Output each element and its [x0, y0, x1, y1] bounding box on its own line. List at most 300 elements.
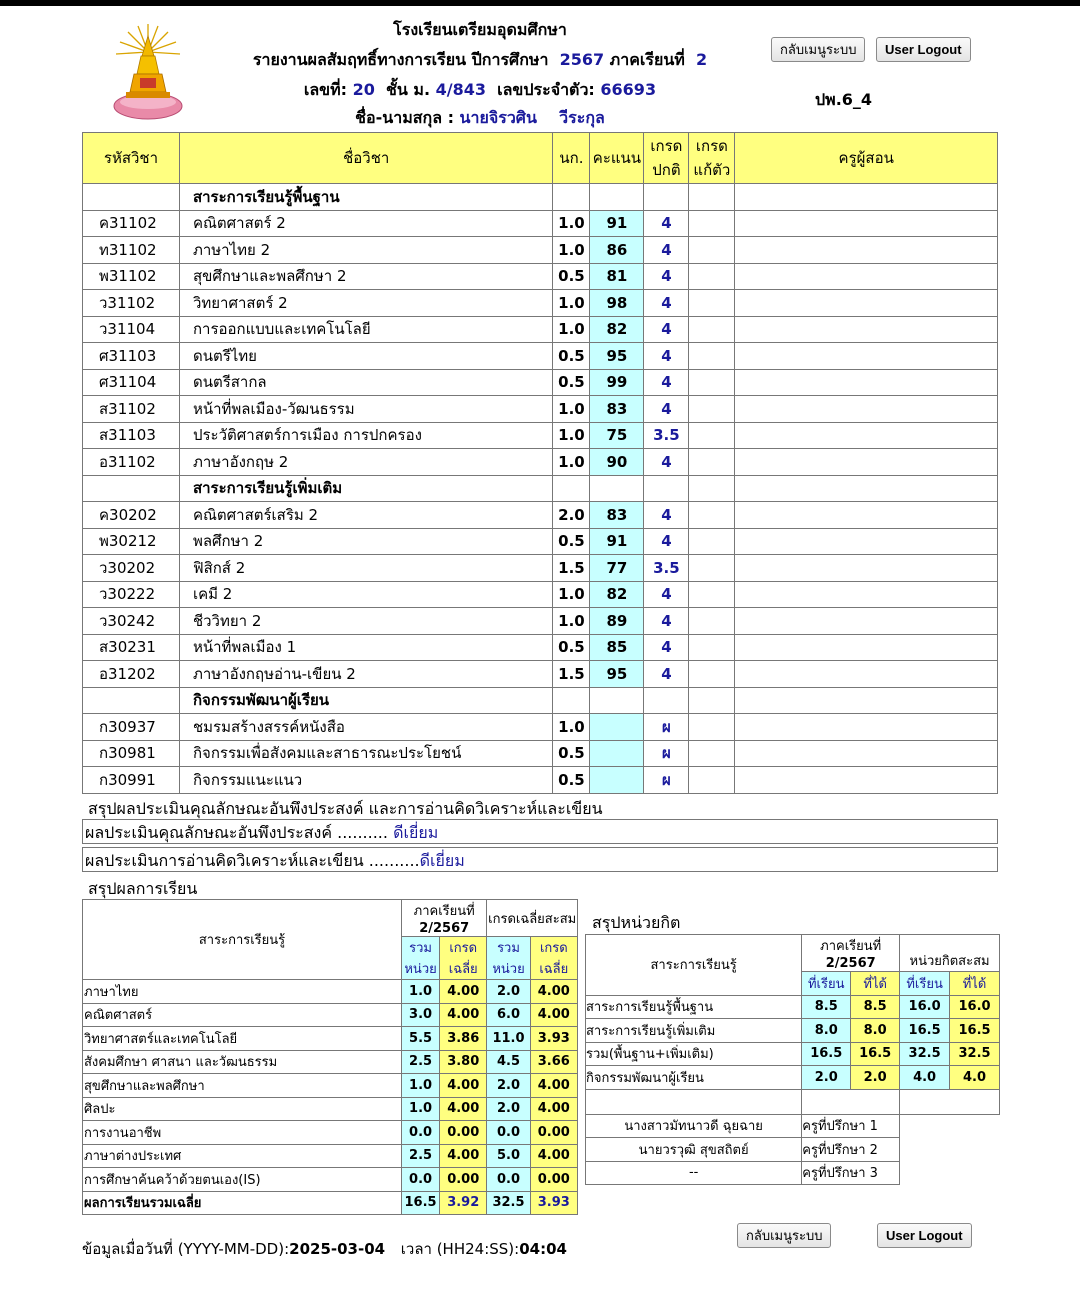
- course-grade: 4: [644, 634, 689, 661]
- summary-cum-gpa: 4.00: [530, 1074, 577, 1098]
- course-row: [83, 237, 998, 264]
- summary-cum-units: 5.0: [487, 1144, 530, 1168]
- course-credit: 1.5: [553, 555, 590, 582]
- course-score: [590, 767, 644, 794]
- header-credit: นก.: [553, 133, 590, 184]
- course-row: [83, 555, 998, 582]
- group-grade-cell: [644, 687, 689, 714]
- summary-subject: วิทยาศาสตร์และเทคโนโลยี: [83, 1027, 402, 1051]
- header-name: ชื่อวิชา: [179, 133, 553, 184]
- summary-subject-header: สาระการเรียนรู้: [83, 900, 402, 980]
- student-id: 66693: [600, 80, 657, 99]
- course-grade: ผ: [644, 714, 689, 741]
- summary-cum-units: 2.0: [487, 1097, 530, 1121]
- course-credit: 1.5: [553, 661, 590, 688]
- course-score: 99: [590, 369, 644, 396]
- course-code: ส30231: [83, 634, 180, 661]
- course-fix-grade: [689, 528, 735, 555]
- credits-term-earned: 16.5: [851, 1042, 900, 1066]
- course-grade: 4: [644, 449, 689, 476]
- credits-row: [586, 1019, 1000, 1043]
- advisor-role: ครูที่ปรึกษา 3: [802, 1161, 900, 1185]
- course-row: [83, 767, 998, 794]
- group-teacher-cell: [735, 687, 998, 714]
- course-code: ส31103: [83, 422, 180, 449]
- summary-subject: การงานอาชีพ: [83, 1121, 402, 1145]
- credits-subject: รวม(พื้นฐาน+เพิ่มเติม): [586, 1042, 802, 1066]
- course-row: [83, 290, 998, 317]
- course-name: เคมี 2: [179, 581, 553, 608]
- course-teacher: [735, 740, 998, 767]
- summary-term-units: 1.0: [402, 1097, 440, 1121]
- course-code: อ31102: [83, 449, 180, 476]
- course-fix-grade: [689, 369, 735, 396]
- summary-row: [83, 1168, 578, 1192]
- summary-term-units: 0.0: [402, 1168, 440, 1192]
- course-row: [83, 581, 998, 608]
- course-fix-grade: [689, 290, 735, 317]
- summary-row: [83, 980, 578, 1004]
- course-score: [590, 714, 644, 741]
- course-fix-grade: [689, 634, 735, 661]
- advisor-empty: [900, 1138, 1000, 1162]
- course-score: 83: [590, 502, 644, 529]
- course-code: ว30242: [83, 608, 180, 635]
- course-code: ว30202: [83, 555, 180, 582]
- report-year: 2567: [559, 50, 605, 69]
- credits-row: [586, 995, 1000, 1019]
- course-name: สุขศึกษาและพลศึกษา 2: [179, 263, 553, 290]
- summary-term-units: 2.5: [402, 1050, 440, 1074]
- user-logout-button[interactable]: User Logout: [876, 37, 971, 62]
- course-credit: 0.5: [553, 369, 590, 396]
- group-code-cell: [83, 184, 180, 211]
- course-score: 98: [590, 290, 644, 317]
- credits-subject: กิจกรรมพัฒนาผู้เรียน: [586, 1066, 802, 1090]
- footer-timestamp: ข้อมูลเมื่อวันที่ (YYYY-MM-DD):2025-03-04 เวลา (HH24:SS):04:04: [82, 1240, 567, 1258]
- summary-row: [83, 1050, 578, 1074]
- summary-row: [83, 1003, 578, 1027]
- summary-gpa-header: เกรดเฉลี่ย: [440, 937, 487, 980]
- summary-subject: คณิตศาสตร์: [83, 1003, 402, 1027]
- course-row: [83, 608, 998, 635]
- course-name: ชมรมสร้างสรรค์หนังสือ: [179, 714, 553, 741]
- course-credit: 1.0: [553, 422, 590, 449]
- course-grade: 4: [644, 502, 689, 529]
- credits-cum-studied: 16.5: [900, 1019, 950, 1043]
- course-credit: 1.0: [553, 449, 590, 476]
- course-name: การออกแบบและเทคโนโลยี: [179, 316, 553, 343]
- credits-table: [585, 934, 1000, 1185]
- summary-term-units: 0.0: [402, 1121, 440, 1145]
- course-teacher: [735, 210, 998, 237]
- course-fix-grade: [689, 740, 735, 767]
- summary-units-header: รวมหน่วย: [402, 937, 440, 980]
- summary-subject: ภาษาไทย: [83, 980, 402, 1004]
- course-name: วิทยาศาสตร์ 2: [179, 290, 553, 317]
- course-name: ดนตรีสากล: [179, 369, 553, 396]
- course-code: ว30222: [83, 581, 180, 608]
- group-credit-cell: [553, 475, 590, 502]
- course-credit: 1.0: [553, 316, 590, 343]
- course-fix-grade: [689, 555, 735, 582]
- course-credit: 0.5: [553, 634, 590, 661]
- summary-cum-gpa: 4.00: [530, 1097, 577, 1121]
- summary-term-header: ภาคเรียนที่ 2/2567: [402, 900, 487, 937]
- group-title: สาระการเรียนรู้พื้นฐาน: [179, 184, 553, 211]
- credits-cum-header: หน่วยกิตสะสม: [900, 935, 1000, 972]
- course-name: ดนตรีไทย: [179, 343, 553, 370]
- course-teacher: [735, 449, 998, 476]
- summary-cum-gpa: 3.66: [530, 1050, 577, 1074]
- header-score: คะแนน: [590, 133, 644, 184]
- course-score: 91: [590, 210, 644, 237]
- course-code: ท31102: [83, 237, 180, 264]
- course-row: [83, 502, 998, 529]
- credits-term-studied: 2.0: [802, 1066, 851, 1090]
- course-teacher: [735, 555, 998, 582]
- student-class: 4/843: [435, 80, 486, 99]
- credits-term-earned: 8.0: [851, 1019, 900, 1043]
- summary-cum-units: 0.0: [487, 1168, 530, 1192]
- credits-cum-earned: 4.0: [950, 1066, 1000, 1090]
- credits-cum-earned: 32.5: [950, 1042, 1000, 1066]
- course-teacher: [735, 608, 998, 635]
- summary-cum-gpa: 0.00: [530, 1121, 577, 1145]
- summary-row: [83, 1027, 578, 1051]
- course-row: [83, 210, 998, 237]
- course-grade: 3.5: [644, 422, 689, 449]
- advisor-role: ครูที่ปรึกษา 1: [802, 1114, 900, 1138]
- course-teacher: [735, 237, 998, 264]
- summary-row: [83, 1144, 578, 1168]
- course-code: ว31104: [83, 316, 180, 343]
- course-score: 81: [590, 263, 644, 290]
- summary-row: [83, 1074, 578, 1098]
- course-grade: ผ: [644, 767, 689, 794]
- group-grade-cell: [644, 475, 689, 502]
- student-info: เลขที่: 20 ชั้น ม. 4/843 เลขประจำตัว: 66693: [303, 80, 657, 99]
- course-score: 82: [590, 316, 644, 343]
- course-name: ชีววิทยา 2: [179, 608, 553, 635]
- course-row: [83, 740, 998, 767]
- back-to-menu-button[interactable]: กลับเมนูระบบ: [771, 37, 865, 62]
- group-teacher-cell: [735, 475, 998, 502]
- course-fix-grade: [689, 422, 735, 449]
- course-grade: 4: [644, 210, 689, 237]
- course-name: ภาษาอังกฤษอ่าน-เขียน 2: [179, 661, 553, 688]
- course-teacher: [735, 422, 998, 449]
- header-grade: เกรด ปกติ: [644, 133, 689, 184]
- credits-term-studied: 8.5: [802, 995, 851, 1019]
- course-name: หน้าที่พลเมือง-วัฒนธรรม: [179, 396, 553, 423]
- course-name: ภาษาไทย 2: [179, 237, 553, 264]
- course-fix-grade: [689, 396, 735, 423]
- course-code: พ31102: [83, 263, 180, 290]
- course-grade: 4: [644, 263, 689, 290]
- course-score: 95: [590, 343, 644, 370]
- course-name: ฟิสิกส์ 2: [179, 555, 553, 582]
- summary-cum-units: 6.0: [487, 1003, 530, 1027]
- course-row: [83, 316, 998, 343]
- course-name: กิจกรรมเพื่อสังคมและสาธารณะประโยชน์: [179, 740, 553, 767]
- group-fix-cell: [689, 475, 735, 502]
- advisor-row: [586, 1138, 1000, 1162]
- group-credit-cell: [553, 687, 590, 714]
- summary-term-gpa: 4.00: [440, 1074, 487, 1098]
- course-credit: 0.5: [553, 740, 590, 767]
- summary-cum-units-header: รวมหน่วย: [487, 937, 530, 980]
- course-teacher: [735, 396, 998, 423]
- group-score-cell: [590, 475, 644, 502]
- credits-cum-studied: 16.0: [900, 995, 950, 1019]
- trait-evaluation: ผลประเมินคุณลักษณะอันพึงประสงค์ .......... ดีเยี่ยม: [82, 819, 998, 844]
- group-row: [83, 687, 998, 714]
- summary-cum-gpa-header: เกรดเฉลี่ย: [530, 937, 577, 980]
- summary-term-units: 5.5: [402, 1027, 440, 1051]
- course-code: ค30202: [83, 502, 180, 529]
- grade-table: [82, 132, 998, 794]
- course-name: ประวัติศาสตร์การเมือง การปกครอง: [179, 422, 553, 449]
- summary-cum-units: 2.0: [487, 980, 530, 1004]
- credits-row: [586, 1066, 1000, 1090]
- advisor-empty: [900, 1161, 1000, 1185]
- group-code-cell: [83, 687, 180, 714]
- group-title: กิจกรรมพัฒนาผู้เรียน: [179, 687, 553, 714]
- course-score: 89: [590, 608, 644, 635]
- group-fix-cell: [689, 687, 735, 714]
- course-row: [83, 396, 998, 423]
- course-row: [83, 449, 998, 476]
- course-credit: 1.0: [553, 290, 590, 317]
- course-fix-grade: [689, 316, 735, 343]
- credits-cum-studied: 32.5: [900, 1042, 950, 1066]
- summary-term-gpa: 0.00: [440, 1121, 487, 1145]
- course-name: คณิตศาสตร์เสริม 2: [179, 502, 553, 529]
- course-code: พ30212: [83, 528, 180, 555]
- course-score: 83: [590, 396, 644, 423]
- evaluation-title: สรุปผลประเมินคุณลักษณะอันพึงประสงค์ และการอ่านคิดวิเคราะห์และเขียน: [88, 799, 603, 818]
- course-code: อ31202: [83, 661, 180, 688]
- course-credit: 0.5: [553, 263, 590, 290]
- course-name: คณิตศาสตร์ 2: [179, 210, 553, 237]
- summary-row: [83, 1121, 578, 1145]
- summary-term-gpa: 4.00: [440, 980, 487, 1004]
- course-row: [83, 661, 998, 688]
- course-name: ภาษาอังกฤษ 2: [179, 449, 553, 476]
- summary-subject: การศึกษาค้นคว้าด้วยตนเอง(IS): [83, 1168, 402, 1192]
- course-fix-grade: [689, 661, 735, 688]
- summary-term-units: 3.0: [402, 1003, 440, 1027]
- course-code: ค31102: [83, 210, 180, 237]
- summary-term-gpa: 4.00: [440, 1003, 487, 1027]
- credits-cum-studied: 4.0: [900, 1066, 950, 1090]
- school-name: โรงเรียนเตรียมอุดมศึกษา: [393, 20, 567, 39]
- form-code: ปพ.6_4: [815, 90, 873, 109]
- course-credit: 1.0: [553, 210, 590, 237]
- summary-cum-gpa: 4.00: [530, 980, 577, 1004]
- summary-cum-header: เกรดเฉลี่ยสะสม: [487, 900, 578, 937]
- course-fix-grade: [689, 608, 735, 635]
- course-row: [83, 422, 998, 449]
- course-credit: 0.5: [553, 767, 590, 794]
- summary-term-gpa: 4.00: [440, 1144, 487, 1168]
- back-to-menu-button-bottom[interactable]: กลับเมนูระบบ: [737, 1223, 831, 1248]
- course-code: ศ31104: [83, 369, 180, 396]
- course-code: ก30981: [83, 740, 180, 767]
- course-score: 90: [590, 449, 644, 476]
- summary-term-gpa: 0.00: [440, 1168, 487, 1192]
- course-grade: 4: [644, 290, 689, 317]
- course-teacher: [735, 316, 998, 343]
- course-score: 91: [590, 528, 644, 555]
- credits-subject: สาระการเรียนรู้พื้นฐาน: [586, 995, 802, 1019]
- course-fix-grade: [689, 263, 735, 290]
- course-teacher: [735, 528, 998, 555]
- course-fix-grade: [689, 343, 735, 370]
- summary-term-gpa: 3.80: [440, 1050, 487, 1074]
- summary-row: [83, 1097, 578, 1121]
- course-teacher: [735, 343, 998, 370]
- course-grade: ผ: [644, 740, 689, 767]
- advisor-empty: [900, 1114, 1000, 1138]
- credits-cum-earned-header: ที่ได้: [950, 972, 1000, 996]
- reading-evaluation: ผลประเมินการอ่านคิดวิเคราะห์และเขียน ..........ดีเยี่ยม: [82, 847, 998, 872]
- course-grade: 4: [644, 528, 689, 555]
- course-grade: 4: [644, 369, 689, 396]
- credits-term-header: ภาคเรียนที่ 2/2567: [802, 935, 900, 972]
- course-teacher: [735, 714, 998, 741]
- course-teacher: [735, 767, 998, 794]
- summary-cum-gpa: 0.00: [530, 1168, 577, 1192]
- course-fix-grade: [689, 237, 735, 264]
- group-code-cell: [83, 475, 180, 502]
- advisor-name: นายวรวุฒิ สุขสถิตย์: [586, 1138, 802, 1162]
- summary-cum-units: 11.0: [487, 1027, 530, 1051]
- course-score: 95: [590, 661, 644, 688]
- header-teacher: ครูผู้สอน: [735, 133, 998, 184]
- course-credit: 1.0: [553, 581, 590, 608]
- course-score: [590, 740, 644, 767]
- grade-table-header: [83, 133, 998, 184]
- group-row: [83, 184, 998, 211]
- summary-cum-gpa: 4.00: [530, 1144, 577, 1168]
- credits-cum-studied-header: ที่เรียน: [900, 972, 950, 996]
- course-grade: 4: [644, 343, 689, 370]
- top-border: [0, 0, 1080, 6]
- course-score: 86: [590, 237, 644, 264]
- summary-cum-gpa: 3.93: [530, 1027, 577, 1051]
- summary-table: [82, 899, 578, 1215]
- course-name: กิจกรรมแนะแนว: [179, 767, 553, 794]
- credits-subject-header: สาระการเรียนรู้: [586, 935, 802, 996]
- credits-term-earned: 8.5: [851, 995, 900, 1019]
- group-fix-cell: [689, 184, 735, 211]
- advisor-name: นางสาวมัทนาวดี ฉุยฉาย: [586, 1114, 802, 1138]
- group-row: [83, 475, 998, 502]
- course-teacher: [735, 581, 998, 608]
- course-score: 85: [590, 634, 644, 661]
- course-credit: 1.0: [553, 237, 590, 264]
- course-code: ก30991: [83, 767, 180, 794]
- course-grade: 4: [644, 237, 689, 264]
- credits-term-studied: 16.5: [802, 1042, 851, 1066]
- advisor-row: [586, 1161, 1000, 1185]
- course-credit: 0.5: [553, 343, 590, 370]
- course-teacher: [735, 502, 998, 529]
- report-title: รายงานผลสัมฤทธิ์ทางการเรียน ปีการศึกษา 2567 ภาคเรียนที่ 2: [252, 50, 708, 69]
- credits-row: [586, 1042, 1000, 1066]
- course-row: [83, 343, 998, 370]
- group-grade-cell: [644, 184, 689, 211]
- group-credit-cell: [553, 184, 590, 211]
- course-row: [83, 528, 998, 555]
- course-name: พลศึกษา 2: [179, 528, 553, 555]
- group-score-cell: [590, 184, 644, 211]
- credits-cum-earned: 16.0: [950, 995, 1000, 1019]
- course-grade: 3.5: [644, 555, 689, 582]
- summary-cum-units: 0.0: [487, 1121, 530, 1145]
- summary-term-gpa: 4.00: [440, 1097, 487, 1121]
- summary-subject: สังคมศึกษา ศาสนา และวัฒนธรรม: [83, 1050, 402, 1074]
- course-credit: 0.5: [553, 528, 590, 555]
- credits-studied-header: ที่เรียน: [802, 972, 851, 996]
- summary-subject: ภาษาต่างประเทศ: [83, 1144, 402, 1168]
- summary-subject: สุขศึกษาและพลศึกษา: [83, 1074, 402, 1098]
- summary-term-units: 2.5: [402, 1144, 440, 1168]
- course-row: [83, 263, 998, 290]
- report-term: 2: [695, 50, 708, 69]
- summary-cum-units: 4.5: [487, 1050, 530, 1074]
- student-name: ชื่อ-นามสกุล : นายจิรวศิน วีระกุล: [355, 108, 605, 127]
- course-code: ศ31103: [83, 343, 180, 370]
- course-teacher: [735, 661, 998, 688]
- advisor-role: ครูที่ปรึกษา 2: [802, 1138, 900, 1162]
- course-grade: 4: [644, 581, 689, 608]
- summary-total-row: ผลการเรียนรวมเฉลี่ย 16.5 3.92 32.5 3.93: [83, 1191, 578, 1215]
- course-fix-grade: [689, 449, 735, 476]
- header-fix: เกรด แก้ตัว: [689, 133, 735, 184]
- group-teacher-cell: [735, 184, 998, 211]
- advisor-name: --: [586, 1161, 802, 1185]
- course-fix-grade: [689, 581, 735, 608]
- course-row: [83, 369, 998, 396]
- course-fix-grade: [689, 210, 735, 237]
- course-row: [83, 634, 998, 661]
- credits-subject: สาระการเรียนรู้เพิ่มเติม: [586, 1019, 802, 1043]
- course-credit: 1.0: [553, 396, 590, 423]
- course-credit: 1.0: [553, 714, 590, 741]
- summary-cum-gpa: 4.00: [530, 1003, 577, 1027]
- user-logout-button-bottom[interactable]: User Logout: [877, 1223, 972, 1248]
- course-grade: 4: [644, 396, 689, 423]
- school-emblem-logo: [110, 22, 186, 126]
- course-fix-grade: [689, 767, 735, 794]
- course-credit: 2.0: [553, 502, 590, 529]
- course-grade: 4: [644, 608, 689, 635]
- course-code: ก30937: [83, 714, 180, 741]
- course-grade: 4: [644, 661, 689, 688]
- course-credit: 1.0: [553, 608, 590, 635]
- course-score: 82: [590, 581, 644, 608]
- summary-term-units: 1.0: [402, 980, 440, 1004]
- student-no: 20: [352, 80, 375, 99]
- summary-cum-units: 2.0: [487, 1074, 530, 1098]
- credits-earned-header: ที่ได้: [851, 972, 900, 996]
- course-name: หน้าที่พลเมือง 1: [179, 634, 553, 661]
- summary-subject: ศิลปะ: [83, 1097, 402, 1121]
- course-teacher: [735, 369, 998, 396]
